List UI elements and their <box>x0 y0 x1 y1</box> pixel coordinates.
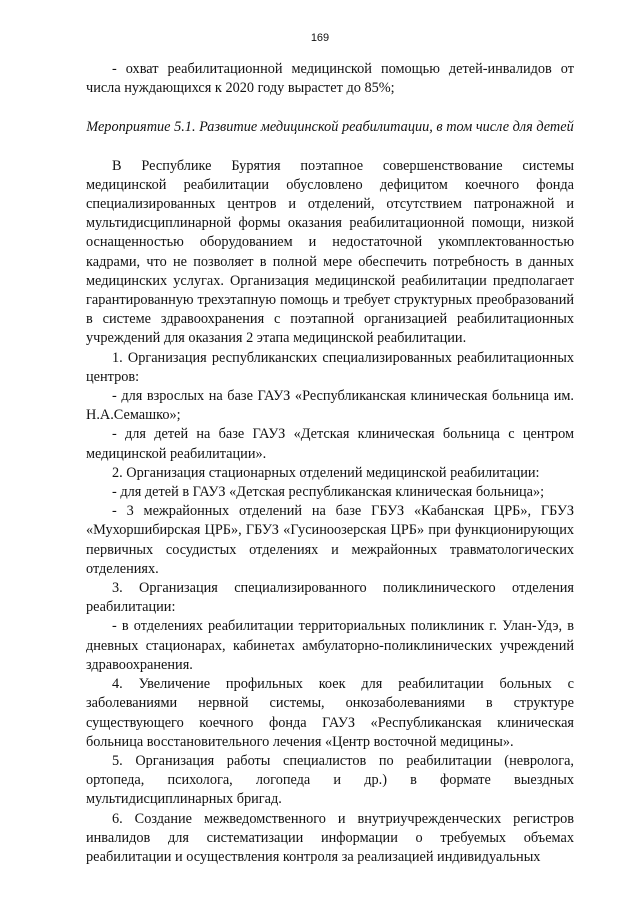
paragraph-item-1: 1. Организация республиканских специализированных реабилитационных центров: <box>86 349 574 385</box>
paragraph-item-4: 4. Увеличение профильных коек для реабилитации больных с заболеваниями нервной системы, онкозаболеваниями в структуре существующего коечного фонда ГАУЗ «Республиканская клиническая больница восстановительного лечения «Центр восточной медицины». <box>86 676 574 750</box>
paragraph-item-3-detail: - в отделениях реабилитации территориальных поликлиник г. Улан-Удэ, в дневных стационарах, кабинетах амбулаторно-поликлинических учреждений здравоохранения. <box>86 618 574 673</box>
paragraph-item-2-children: - для детей в ГАУЗ «Детская республиканская клиническая больница»; <box>112 484 545 501</box>
paragraph-item-3: 3. Организация специализированного поликлинического отделения реабилитации: <box>86 580 574 616</box>
paragraph-item-6: 6. Создание межведомственного и внутриучрежденческих регистров инвалидов для систематизации информации о требуемых объемах реабилитации и осуществления контроля за реализацией индивидуальных <box>86 810 574 865</box>
page-number: 169 <box>310 32 330 44</box>
paragraph-outcome-target: - охват реабилитационной медицинской помощью детей-инвалидов от числа нуждающихся к 2020 году вырастет до 85%; <box>86 61 574 97</box>
paragraph-item-5: 5. Организация работы специалистов по реабилитации (невролога, ортопеда, психолога, логопеда и др.) в формате выездных мультидисциплинарных бригад. <box>86 752 574 808</box>
paragraph-item-1-adults: - для взрослых на базе ГАУЗ «Республиканская клиническая больница им. Н.А.Семашко»; <box>86 388 574 424</box>
section-heading: Мероприятие 5.1. Развитие медицинской реабилитации, в том числе для детей <box>86 119 574 136</box>
paragraph-item-1-children: - для детей на базе ГАУЗ «Детская клиническая больница с центром медицинской реабилитации». <box>86 426 574 462</box>
paragraph-item-2-interdistrict: - 3 межрайонных отделений на базе ГБУЗ «Кабанская ЦРБ», ГБУЗ «Мухоршибирская ЦРБ», ГБУЗ «Гусиноозерская ЦРБ» при функционирующих первичных сосудистых отделениях и межрайонных травматологических отделениях. <box>86 503 574 577</box>
page-body <box>86 60 574 867</box>
paragraph-item-2: 2. Организация стационарных отделений медицинской реабилитации: <box>112 464 540 481</box>
paragraph-intro: В Республике Бурятия поэтапное совершенствование системы медицинской реабилитации обусловлено дефицитом коечного фонда специализированных центров и отделений, отсутствием патронажной и мультидисциплинарной формы оказания реабилитационной помощи, низкой оснащенностью оборудованием и недостаточной укомплектованностью кадрами, что не позволяет в полной мере обеспечить потребность в данных медицинских услугах. Организация медицинской реабилитации предполагает гарантированную трехэтапную помощь и требует структурных преобразований в системе здравоохранения с поэтапной организацией реабилитационных учреждений для оказания 2 этапа медицинской реабилитации. <box>86 157 574 347</box>
